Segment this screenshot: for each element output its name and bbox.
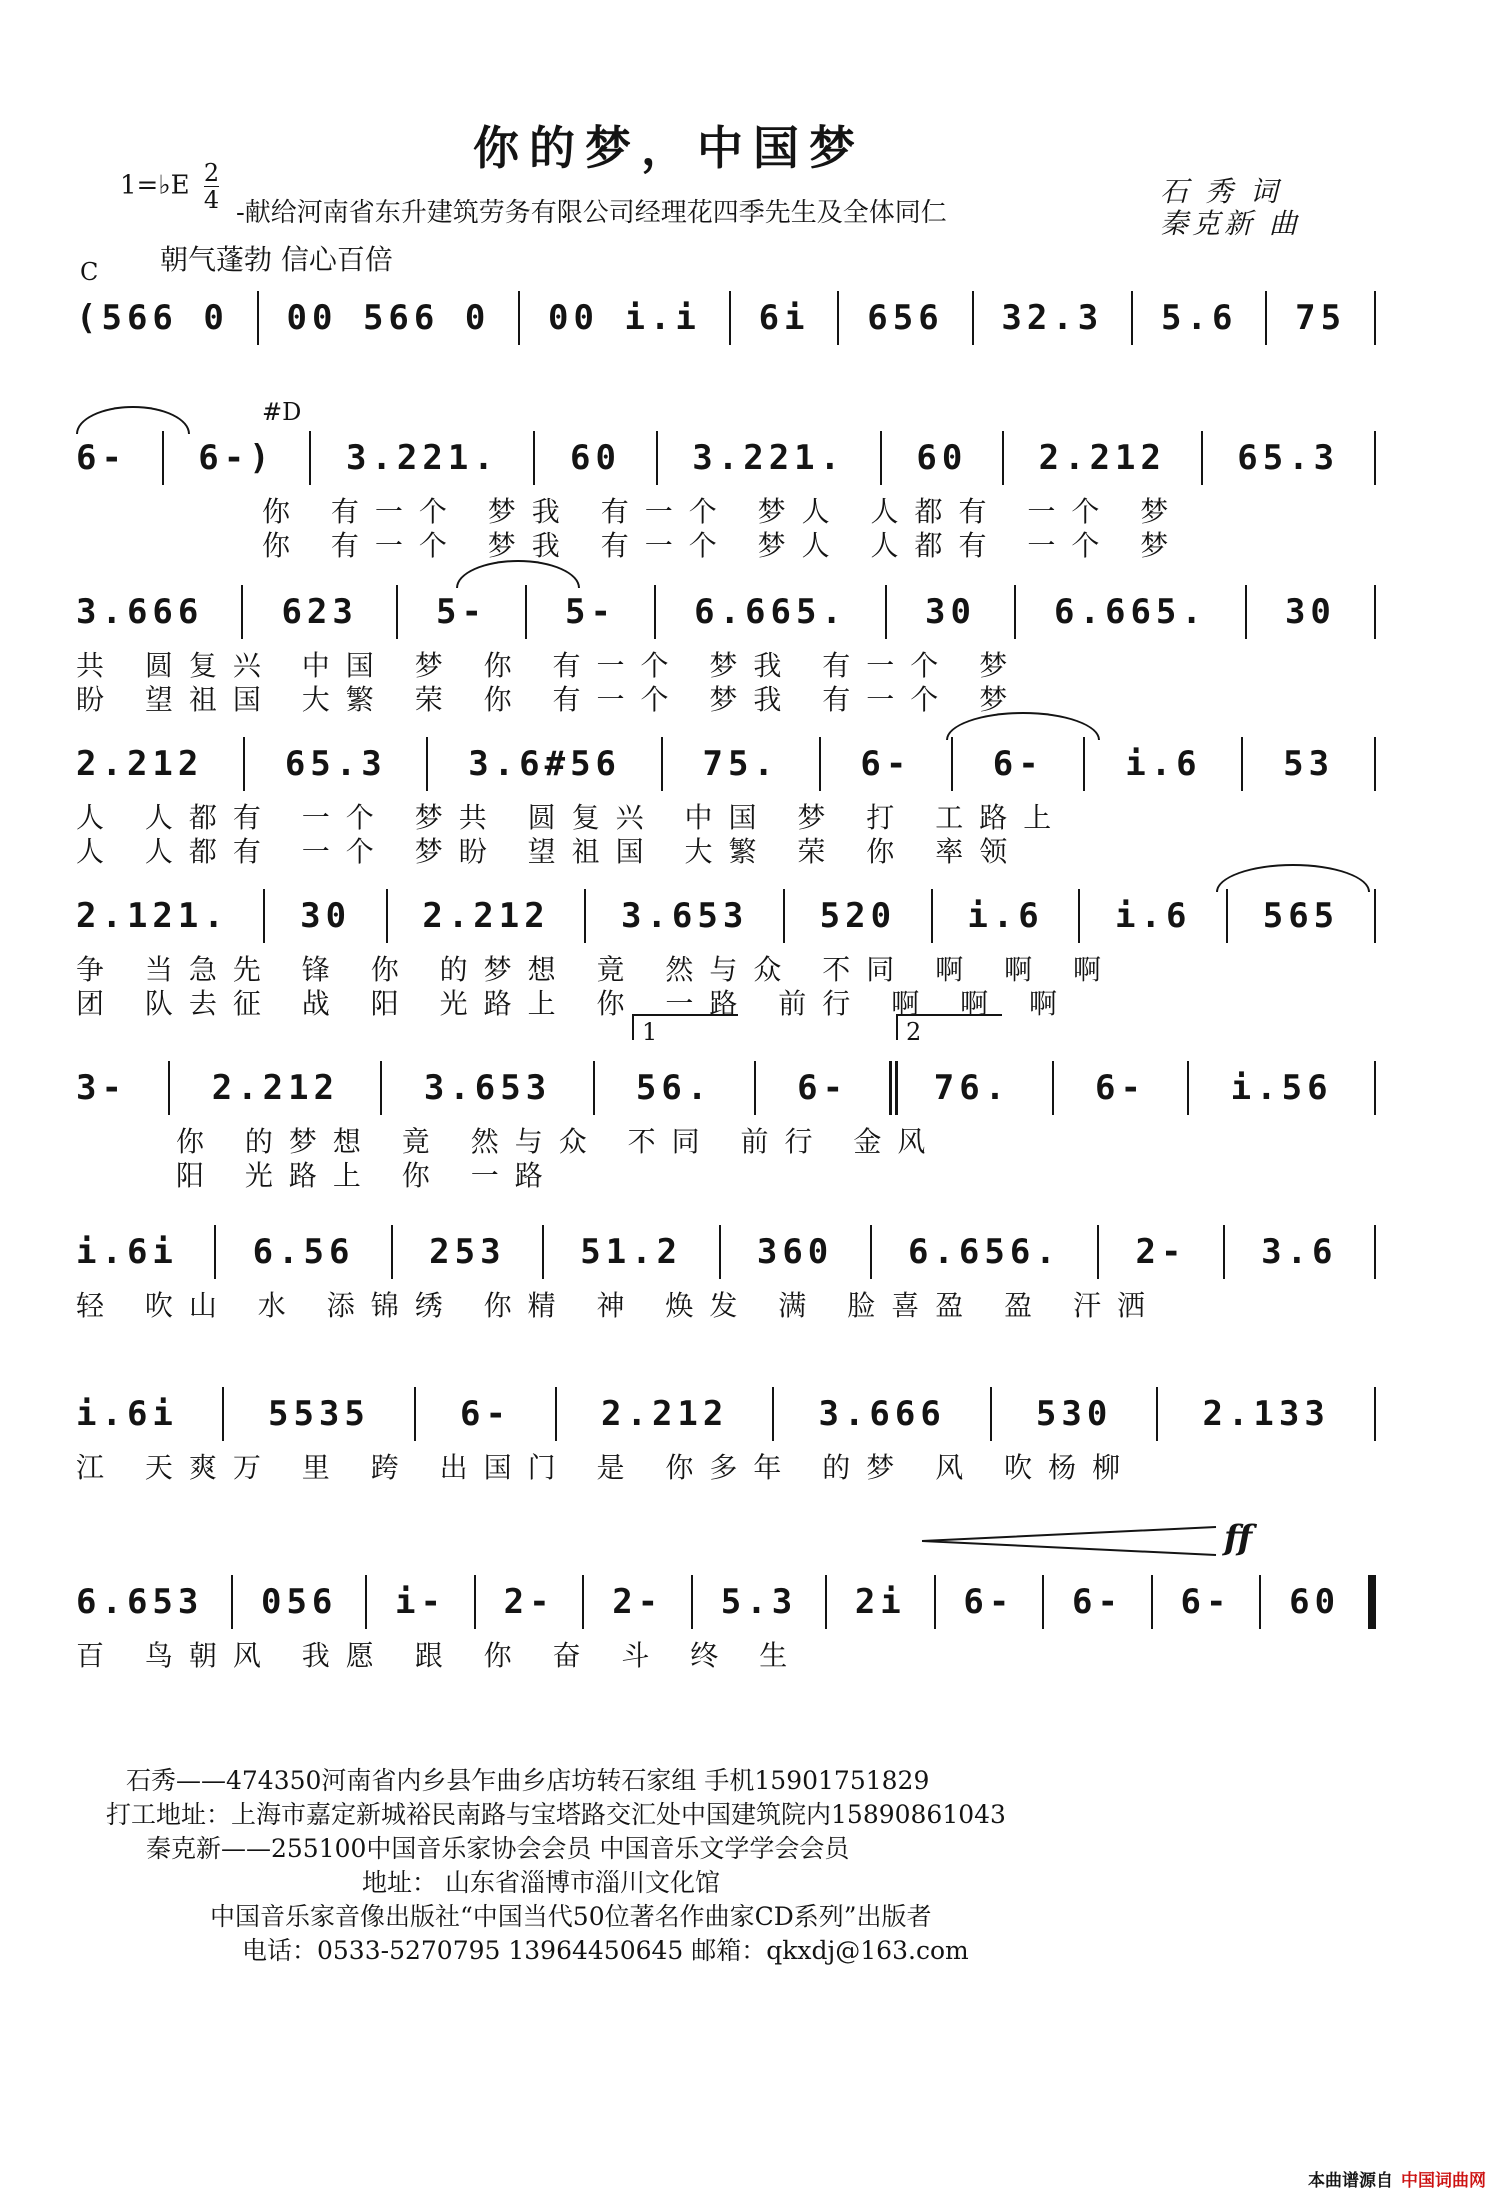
barline bbox=[691, 1575, 693, 1629]
measure-notes: 623 bbox=[281, 592, 358, 632]
barline bbox=[518, 291, 520, 345]
barline bbox=[168, 1061, 170, 1115]
footer-line: 地址： 山东省淄博市淄川文化馆 bbox=[362, 1868, 720, 1897]
measure-notes: 6i bbox=[758, 298, 810, 338]
barline bbox=[555, 1387, 557, 1441]
barline bbox=[1131, 291, 1133, 345]
barline bbox=[1265, 291, 1267, 345]
measure-notes: 2.212 bbox=[601, 1394, 729, 1434]
measure-notes: 6.665. bbox=[694, 592, 847, 632]
measure-notes: 5.6 bbox=[1161, 298, 1238, 338]
barline bbox=[931, 889, 933, 943]
footer-line: 打工地址：上海市嘉定新城裕民南路与宝塔路交汇处中国建筑院内15890861043 bbox=[106, 1800, 1006, 1829]
barline bbox=[584, 889, 586, 943]
notation-line bbox=[76, 1224, 1376, 1280]
barline bbox=[386, 889, 388, 943]
barline bbox=[426, 737, 428, 791]
barline bbox=[222, 1387, 224, 1441]
barline bbox=[754, 1061, 756, 1115]
measure-notes: 3.666 bbox=[76, 592, 204, 632]
measure-notes: i.6i bbox=[76, 1232, 178, 1272]
barline bbox=[1002, 431, 1004, 485]
lyric-verse-2: 盼 望祖国 大繁 荣 你 有一个 梦我 有一个 梦 bbox=[76, 683, 1024, 716]
barline bbox=[1097, 1225, 1099, 1279]
lyric-verse-1: 百 鸟朝风 我愿 跟 你 奋 斗 终 生 bbox=[76, 1639, 804, 1672]
notation-line bbox=[76, 430, 1376, 486]
measure-notes: 75 bbox=[1295, 298, 1347, 338]
chord-marking-d: #D bbox=[262, 398, 302, 426]
measure-notes: 5- bbox=[565, 592, 616, 632]
barline bbox=[825, 1575, 827, 1629]
measure-notes: 60 bbox=[570, 438, 621, 478]
barline bbox=[934, 1575, 936, 1629]
measure-notes: 65.3 bbox=[1237, 438, 1340, 478]
measure-notes: 3.221. bbox=[692, 438, 846, 478]
measure-notes: 6- bbox=[992, 744, 1044, 784]
measure-notes: 6- bbox=[459, 1394, 511, 1434]
measure-notes: 3.653 bbox=[620, 896, 749, 936]
measure-notes: 5- bbox=[435, 592, 487, 632]
footer-line: 秦克新——255100中国音乐家协会会员 中国音乐文学学会会员 bbox=[146, 1834, 850, 1863]
measure-notes: 2.212 bbox=[76, 744, 204, 784]
barline bbox=[1151, 1575, 1153, 1629]
barline bbox=[1223, 1225, 1225, 1279]
time-denominator: 4 bbox=[203, 186, 220, 214]
barline bbox=[582, 1575, 584, 1629]
barline bbox=[885, 585, 887, 639]
measure-notes: 6.56 bbox=[252, 1232, 355, 1272]
notation-line bbox=[76, 888, 1376, 944]
barline bbox=[1374, 1061, 1376, 1115]
measure-notes: 60 bbox=[1289, 1582, 1341, 1622]
barline bbox=[783, 889, 785, 943]
measure-notes: 360 bbox=[756, 1232, 834, 1272]
time-signature bbox=[204, 160, 219, 213]
song-title: 你的梦，中国梦 bbox=[473, 121, 865, 175]
measure-notes: 65.3 bbox=[284, 744, 387, 784]
measure-notes: 2.212 bbox=[422, 896, 550, 936]
notation-line bbox=[76, 1060, 1376, 1116]
barline bbox=[1368, 1575, 1376, 1629]
chord-marking-c: C bbox=[80, 258, 99, 286]
measure-notes: 3- bbox=[76, 1068, 127, 1108]
dynamic-marking: ff bbox=[1224, 1518, 1253, 1558]
measure-notes: i.6i bbox=[76, 1394, 178, 1434]
measure-notes: 6.665. bbox=[1054, 592, 1207, 632]
measure-notes: 2- bbox=[503, 1582, 555, 1622]
measure-notes: i- bbox=[395, 1582, 446, 1622]
barline bbox=[772, 1387, 774, 1441]
lyric-verse-1: 争 当急先 锋 你 的梦想 竟 然与众 不同 啊 啊 啊 bbox=[76, 953, 1118, 986]
measure-notes: (566 0 bbox=[76, 298, 229, 338]
barline bbox=[1187, 1061, 1189, 1115]
lyric-verse-1: 江 天爽万 里 跨 出国门 是 你多年 的梦 风 吹杨柳 bbox=[76, 1451, 1137, 1484]
time-numerator: 2 bbox=[203, 159, 220, 187]
barline bbox=[243, 737, 245, 791]
barline bbox=[1374, 431, 1376, 485]
tempo-marking: 朝气蓬勃 信心百倍 bbox=[160, 243, 393, 276]
measure-notes: 656 bbox=[867, 298, 944, 338]
barline bbox=[380, 1061, 382, 1115]
measure-notes: 3.666 bbox=[818, 1394, 946, 1434]
barline bbox=[533, 431, 535, 485]
measure-notes: 3.221. bbox=[345, 438, 499, 478]
barline bbox=[889, 1061, 892, 1115]
barline bbox=[1156, 1387, 1158, 1441]
measure-notes: 3.653 bbox=[423, 1068, 552, 1108]
measure-notes: 51.2 bbox=[580, 1232, 683, 1272]
notation-line bbox=[76, 1386, 1376, 1442]
measure-notes: 3.6 bbox=[1261, 1232, 1338, 1272]
barline bbox=[951, 737, 953, 791]
barline bbox=[719, 1225, 721, 1279]
barline bbox=[819, 737, 821, 791]
barline bbox=[1014, 585, 1016, 639]
lyric-verse-1: 轻 吹山 水 添锦绣 你精 神 焕发 满 脸喜盈 盈 汗洒 bbox=[76, 1289, 1162, 1322]
measure-notes: 5.3 bbox=[720, 1582, 798, 1622]
measure-notes: i.6 bbox=[967, 896, 1044, 936]
measure-notes: 30 bbox=[300, 896, 352, 936]
lyricist-credit: 石 秀 词 bbox=[1160, 175, 1282, 208]
measure-notes: 056 bbox=[260, 1582, 338, 1622]
barline bbox=[1374, 1225, 1376, 1279]
source-credit bbox=[1308, 2166, 1486, 2191]
measure-notes: 6- bbox=[963, 1582, 1015, 1622]
measure-notes: 32.3 bbox=[1001, 298, 1104, 338]
measure-notes: 5535 bbox=[267, 1394, 370, 1434]
barline bbox=[593, 1061, 595, 1115]
notation-line bbox=[76, 1574, 1376, 1630]
measure-notes: 6-) bbox=[198, 438, 275, 478]
barline bbox=[654, 585, 656, 639]
crescendo-hairpin bbox=[920, 1524, 1220, 1558]
barline bbox=[990, 1387, 992, 1441]
measure-notes: 6.656. bbox=[907, 1232, 1061, 1272]
barline bbox=[972, 291, 974, 345]
measure-notes: 253 bbox=[429, 1232, 506, 1272]
measure-notes: 6- bbox=[860, 744, 912, 784]
measure-notes: 6- bbox=[1180, 1582, 1232, 1622]
key-label: 1=♭E bbox=[120, 170, 190, 201]
barline bbox=[1201, 431, 1203, 485]
notation-line bbox=[76, 584, 1376, 640]
barline bbox=[391, 1225, 393, 1279]
dedication-subtitle: -献给河南省东升建筑劳务有限公司经理花四季先生及全体同仁 bbox=[236, 198, 947, 228]
source-brand-link[interactable]: 中国词曲网 bbox=[1401, 2171, 1486, 2191]
measure-notes: 6.653 bbox=[76, 1582, 204, 1622]
barline bbox=[525, 585, 527, 639]
measure-notes: 30 bbox=[924, 592, 976, 632]
barline bbox=[231, 1575, 233, 1629]
measure-notes: 530 bbox=[1035, 1394, 1113, 1434]
barline bbox=[1052, 1061, 1054, 1115]
measure-notes: 00 i.i bbox=[548, 298, 701, 338]
barline bbox=[1374, 585, 1376, 639]
lyric-verse-1: 人 人都有 一个 梦共 圆复兴 中国 梦 打 工路上 bbox=[76, 801, 1068, 834]
source-label: 本曲谱源自 bbox=[1308, 2171, 1393, 2191]
footer-line: 中国音乐家音像出版社“中国当代50位著名作曲家CD系列”出版者 bbox=[210, 1902, 932, 1931]
measure-notes: 56. bbox=[635, 1068, 713, 1108]
measure-notes: 520 bbox=[819, 896, 897, 936]
barline bbox=[309, 431, 311, 485]
measure-notes: 2.212 bbox=[1038, 438, 1166, 478]
barline bbox=[837, 291, 839, 345]
measure-notes: 2.121. bbox=[76, 896, 229, 936]
measure-notes: 2.133 bbox=[1202, 1394, 1330, 1434]
measure-notes: 00 566 0 bbox=[286, 298, 491, 338]
lyric-verse-2: 阳 光路上 你 一路 bbox=[176, 1159, 559, 1192]
footer-line: 电话：0533-5270795 13964450645 邮箱：qkxdj@163.com bbox=[242, 1936, 969, 1965]
barline bbox=[729, 291, 731, 345]
composer-credit: 秦克新 曲 bbox=[1160, 207, 1301, 240]
barline bbox=[1259, 1575, 1261, 1629]
barline bbox=[880, 431, 882, 485]
barline bbox=[214, 1225, 216, 1279]
barline bbox=[870, 1225, 872, 1279]
barline bbox=[542, 1225, 544, 1279]
measure-notes: 6- bbox=[1071, 1582, 1123, 1622]
measure-notes: i.56 bbox=[1230, 1068, 1333, 1108]
measure-notes: 2- bbox=[1135, 1232, 1187, 1272]
barline bbox=[474, 1575, 476, 1629]
measure-notes: 565 bbox=[1262, 896, 1340, 936]
barline bbox=[257, 291, 259, 345]
notation-line bbox=[76, 736, 1376, 792]
lyric-verse-1: 你 的梦想 竟 然与众 不同 前行 金风 bbox=[176, 1125, 942, 1158]
barline bbox=[1083, 737, 1085, 791]
barline bbox=[162, 431, 164, 485]
notation-line bbox=[76, 290, 1376, 346]
lyric-verse-2: 人 人都有 一个 梦盼 望祖国 大繁 荣 你 率领 bbox=[76, 835, 1024, 868]
measure-notes: 75. bbox=[702, 744, 779, 784]
barline bbox=[1226, 889, 1228, 943]
measure-notes: 2.212 bbox=[211, 1068, 340, 1108]
barline bbox=[661, 737, 663, 791]
measure-notes: 60 bbox=[916, 438, 968, 478]
barline bbox=[656, 431, 658, 485]
barline bbox=[1374, 889, 1376, 943]
barline bbox=[396, 585, 398, 639]
footer-line: 石秀——474350河南省内乡县乍曲乡店坊转石家组 手机15901751829 bbox=[126, 1766, 930, 1795]
barline bbox=[1374, 291, 1376, 345]
barline bbox=[1374, 1387, 1376, 1441]
barline bbox=[365, 1575, 367, 1629]
measure-notes: 2i bbox=[854, 1582, 906, 1622]
measure-notes: 76. bbox=[933, 1068, 1011, 1108]
measure-notes: 3.6#56 bbox=[468, 744, 622, 784]
footer-contact-block bbox=[106, 1764, 1006, 1968]
measure-notes: i.6 bbox=[1115, 896, 1192, 936]
lyric-verse-2: 团 队去征 战 阳 光路上 你 一路 前行 啊 啊 啊 bbox=[76, 987, 1074, 1020]
barline bbox=[1374, 737, 1376, 791]
measure-notes: 6- bbox=[76, 438, 127, 478]
lyric-verse-1: 共 圆复兴 中国 梦 你 有一个 梦我 有一个 梦 bbox=[76, 649, 1024, 682]
barline bbox=[414, 1387, 416, 1441]
measure-notes: 6- bbox=[1094, 1068, 1146, 1108]
barline bbox=[263, 889, 265, 943]
measure-notes: 6- bbox=[797, 1068, 849, 1108]
measure-notes: 30 bbox=[1284, 592, 1336, 632]
volta-first-ending: 1 bbox=[632, 1014, 738, 1040]
barline bbox=[1241, 737, 1243, 791]
measure-notes: 53 bbox=[1283, 744, 1335, 784]
barline bbox=[1245, 585, 1247, 639]
lyric-verse-2: 你 有一个 梦我 有一个 梦人 人都有 一个 梦 bbox=[262, 529, 1185, 562]
key-signature bbox=[120, 160, 219, 213]
volta-second-ending: 2 bbox=[896, 1014, 1002, 1040]
measure-notes: i.6 bbox=[1125, 744, 1202, 784]
measure-notes: 2- bbox=[612, 1582, 664, 1622]
lyric-verse-1: 你 有一个 梦我 有一个 梦人 人都有 一个 梦 bbox=[262, 495, 1185, 528]
barline bbox=[1078, 889, 1080, 943]
barline bbox=[1042, 1575, 1044, 1629]
barline bbox=[241, 585, 243, 639]
